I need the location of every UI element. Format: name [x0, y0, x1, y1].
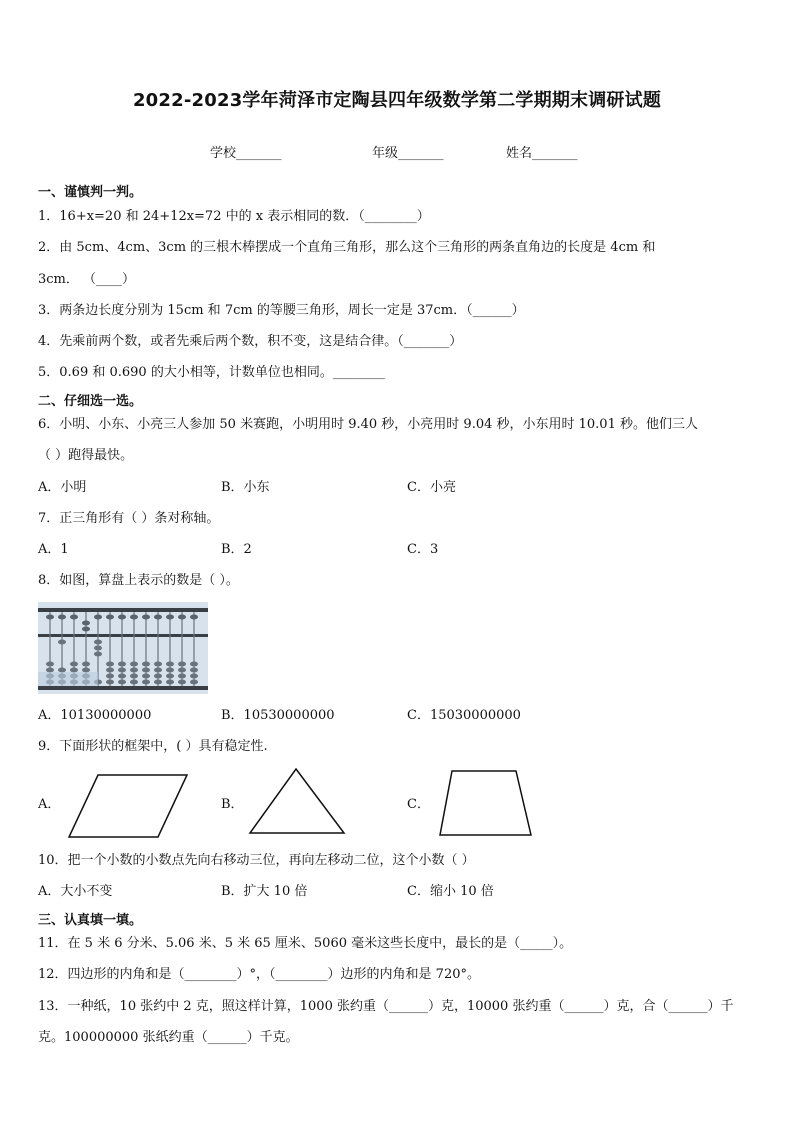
q8-option-b: B．10530000000 [221, 708, 335, 723]
q7-option-a: A．1 [38, 542, 69, 557]
q10-option-a: A．大小不变 [38, 884, 113, 899]
question-2-line-1: 2．由 5cm、4cm、3cm 的三根木棒摆成一个直角三角形，那么这个三角形的两条直角边的长度是 4cm 和 [38, 240, 656, 255]
q7-option-c: C．3 [407, 542, 439, 557]
q10-option-b: B．扩大 10 倍 [221, 884, 308, 899]
question-7: 7．正三角形有（ ）条对称轴。 [38, 511, 220, 526]
q10-option-c: C．缩小 10 倍 [407, 884, 494, 899]
question-12: 12．四边形的内角和是（________）°，（________）边形的内角和是 720°。 [38, 967, 480, 982]
q9-option-a: A． [38, 797, 61, 812]
q6-option-c: C．小亮 [407, 480, 456, 495]
question-3: 3．两条边长度分别为 15cm 和 7cm 的等腰三角形，周长一定是 37cm．（______） [38, 303, 525, 318]
abacus-image [38, 602, 208, 694]
triangle-shape [248, 766, 348, 836]
q7-option-b: B．2 [221, 542, 252, 557]
page-title: 2022-2023学年菏泽市定陶县四年级数学第二学期期末调研试题 [132, 90, 662, 111]
question-2-line-2: 3cm． （____） [38, 272, 136, 287]
section-2-heading: 二、仔细选一选。 [38, 394, 143, 409]
question-9: 9．下面形状的框架中，( ）具有稳定性. [38, 739, 268, 754]
section-1-heading: 一、谨慎判一判。 [38, 185, 143, 200]
question-6-line-2: （ ）跑得最快。 [38, 448, 134, 463]
trapezoid-shape [438, 768, 534, 838]
question-5: 5．0.69 和 0.690 的大小相等，计数单位也相同。________ [38, 365, 385, 380]
q9-option-c: C． [407, 797, 430, 812]
school-field: 学校_______ [210, 146, 282, 161]
q6-option-a: A．小明 [38, 480, 87, 495]
question-10: 10．把一个小数的小数点先向右移动三位，再向左移动二位，这个小数（ ） [38, 853, 475, 868]
question-13-line-1: 13．一种纸，10 张约中 2 克，照这样计算，1000 张约重（______）克，10000 张约重（______）克，合（______）千 [38, 999, 734, 1014]
name-field: 姓名_______ [506, 146, 578, 161]
grade-field: 年级_______ [372, 146, 444, 161]
q8-option-c: C．15030000000 [407, 708, 521, 723]
parallelogram-shape [66, 772, 190, 840]
section-3-heading: 三、认真填一填。 [38, 913, 143, 928]
question-4: 4．先乘前两个数，或者先乘后两个数，积不变，这是结合律。（_______） [38, 334, 463, 349]
abacus-drawing [38, 602, 208, 694]
q9-option-b: B． [221, 797, 244, 812]
q8-option-a: A．10130000000 [38, 708, 152, 723]
q6-option-b: B．小东 [221, 480, 270, 495]
question-13-line-2: 克。100000000 张纸约重（______）千克。 [38, 1030, 299, 1045]
question-11: 11．在 5 米 6 分米、5.06 米、5 米 65 厘米、5060 毫米这些长度中，最长的是（_____）。 [38, 936, 573, 951]
question-6-line-1: 6．小明、小东、小亮三人参加 50 米赛跑，小明用时 9.40 秒，小亮用时 9.04 秒，小东用时 10.01 秒。他们三人 [38, 417, 698, 432]
question-8: 8．如图，算盘上表示的数是（ ）。 [38, 573, 239, 588]
question-1: 1．16+x=20 和 24+12x=72 中的 x 表示相同的数．（________） [38, 209, 430, 224]
